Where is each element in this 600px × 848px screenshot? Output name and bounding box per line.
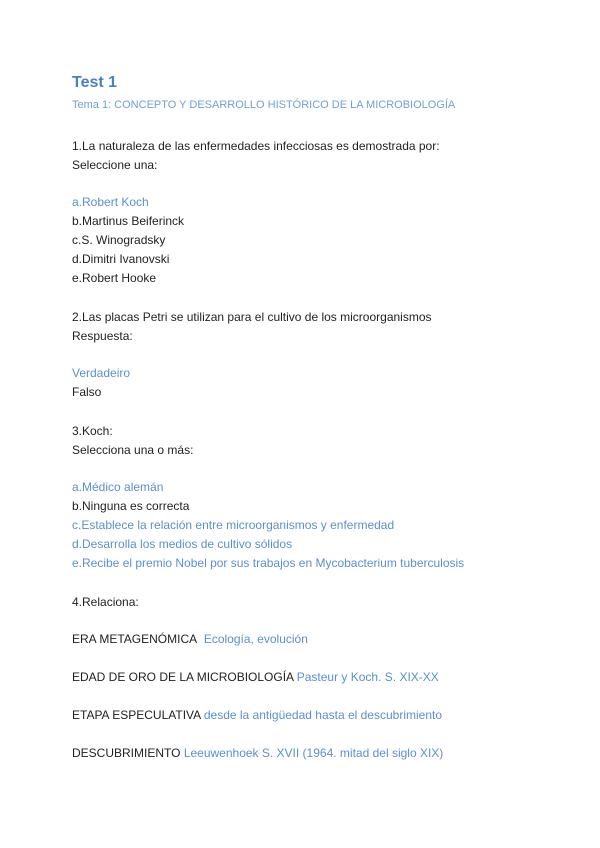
question-3-option-a: a.Médico alemán — [72, 480, 164, 494]
question-1-option-d: d.Dimitri Ivanovski — [72, 252, 170, 266]
match-pair-2 — [72, 668, 542, 687]
question-1-option-c: c.S. Winogradsky — [72, 233, 166, 247]
question-1-instruction: Seleccione una: — [72, 158, 158, 172]
question-3-option-b: b.Ninguna es correcta — [72, 499, 190, 513]
question-1-option-e: e.Robert Hooke — [72, 271, 157, 285]
match-pair-3-label: ETAPA ESPECULATIVA — [72, 708, 201, 722]
question-4 — [72, 593, 542, 763]
document-title: Test 1 — [72, 74, 118, 91]
match-pair-4-value: Leeuwenhoek S. XVII (1964. mitad del siglo XIX) — [183, 746, 444, 760]
match-pair-2-label: EDAD DE ORO DE LA MICROBIOLOGÍA — [72, 670, 294, 684]
question-3-option-d: d.Desarrolla los medios de cultivo sólidos — [72, 537, 293, 551]
question-2-option-true: Verdadeiro — [72, 366, 131, 380]
question-3 — [72, 422, 542, 573]
document-page — [72, 72, 542, 763]
match-pair-4 — [72, 744, 542, 763]
question-2-option-false: Falso — [72, 385, 102, 399]
match-pair-3-value: desde la antigüedad hasta el descubrimiento — [203, 708, 443, 722]
question-1-option-a: a.Robert Koch — [72, 195, 149, 209]
match-pair-1-value: Ecología, evolución — [203, 632, 308, 646]
question-4-text: 4.Relaciona: — [72, 595, 139, 609]
question-2-instruction: Respuesta: — [72, 329, 133, 343]
question-2 — [72, 308, 542, 402]
question-3-option-c: c.Establece la relación entre microorganismos y enfermedad — [72, 518, 395, 532]
question-2-text: 2.Las placas Petri se utilizan para el cultivo de los microorganismos — [72, 310, 432, 324]
match-pair-4-label: DESCUBRIMIENTO — [72, 746, 181, 760]
match-pair-3 — [72, 706, 542, 725]
question-3-text: 3.Koch: — [72, 424, 113, 438]
question-1-text: 1.La naturaleza de las enfermedades infecciosas es demostrada por: — [72, 139, 440, 153]
question-3-option-e: e.Recibe el premio Nobel por sus trabajos en Mycobacterium tuberculosis — [72, 556, 465, 570]
question-1-option-b: b.Martinus Beiferinck — [72, 214, 185, 228]
question-1 — [72, 137, 542, 288]
match-pair-1 — [72, 630, 542, 649]
question-3-instruction: Selecciona una o más: — [72, 443, 194, 457]
document-subtitle: Tema 1: CONCEPTO Y DESARROLLO HISTÓRICO DE LA MICROBIOLOGÍA — [72, 99, 456, 111]
match-pair-1-label: ERA METAGENÓMICA — [72, 632, 198, 646]
match-pair-2-value: Pasteur y Koch. S. XIX-XX — [296, 670, 439, 684]
